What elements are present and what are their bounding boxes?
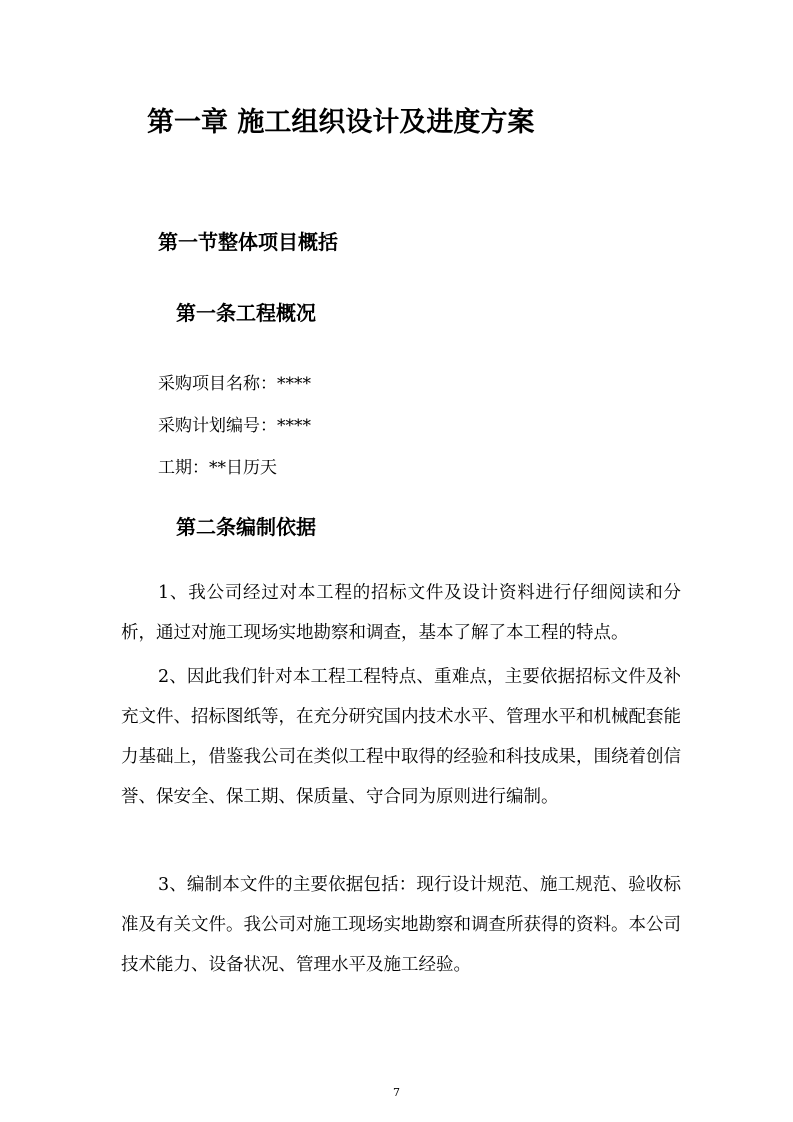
plan-number-line: 采购计划编号：****	[158, 416, 311, 436]
paragraph-3: 3、编制本文件的主要依据包括：现行设计规范、施工规范、验收标准及有关文件。我公司对施工现场实地勘察和调查所获得的资料。本公司技术能力、设备状况、管理水平及施工经验。	[121, 875, 681, 975]
paragraph-2: 2、因此我们针对本工程工程特点、重难点，主要依据招标文件及补充文件、招标图纸等，在充分研究国内技术水平、管理水平和机械配套能力基础上，借鉴我公司在类似工程中取得的经验和科技成果，围绕着创信誉、保安全、保工期、保质量、守合同为原则进行编制。	[121, 667, 681, 807]
page-number: 7	[393, 1086, 400, 1099]
chapter-title: 第一章 施工组织设计及进度方案	[147, 107, 535, 138]
section-title: 第一节整体项目概括	[158, 230, 338, 254]
article-title-basis: 第二条编制依据	[176, 515, 316, 539]
project-name-line: 采购项目名称：****	[158, 374, 311, 394]
duration-line: 工期：**日历天	[158, 458, 277, 478]
article-title-overview: 第一条工程概况	[176, 301, 316, 325]
paragraph-1: 1、我公司经过对本工程的招标文件及设计资料进行仔细阅读和分析，通过对施工现场实地勘察和调查，基本了解了本工程的特点。	[121, 583, 681, 643]
